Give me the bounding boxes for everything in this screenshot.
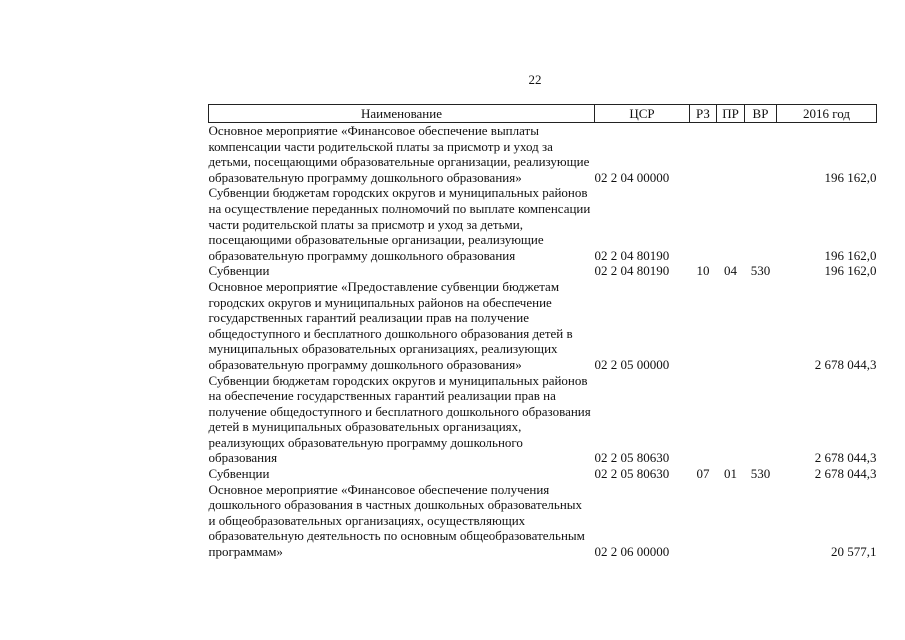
header-rz: РЗ <box>690 105 717 123</box>
row-rz: 10 <box>696 263 710 279</box>
header-year: 2016 год <box>777 105 877 123</box>
row-csr: 02 2 04 80190 <box>594 247 670 263</box>
table-row <box>209 123 877 186</box>
row-vr <box>745 185 777 263</box>
row-name: Основное мероприятие «Финансовое обеспечение выплаты компенсации части родительской платы за присмотр и уход за детьми, посещающими образовательные организации, реализующие образовательную программу дошкольного образования» <box>208 123 590 185</box>
table-body <box>209 123 877 560</box>
row-rz: 07 <box>696 466 710 482</box>
row-name: Субвенции <box>208 263 270 279</box>
row-pr <box>717 185 745 263</box>
row-rz <box>690 185 717 263</box>
table-row <box>209 373 877 467</box>
row-rz <box>690 279 717 373</box>
row-amount: 196 162,0 <box>824 263 877 279</box>
row-vr: 530 <box>750 263 771 279</box>
row-pr <box>717 123 745 186</box>
row-pr <box>717 279 745 373</box>
row-amount: 196 162,0 <box>824 247 877 263</box>
row-csr: 02 2 05 00000 <box>594 356 670 372</box>
row-rz <box>690 373 717 467</box>
header-pr: ПР <box>717 105 745 123</box>
table-row <box>209 279 877 373</box>
table-row <box>209 263 877 279</box>
table-row <box>209 482 877 560</box>
row-csr: 02 2 05 80630 <box>594 466 670 482</box>
row-name: Основное мероприятие «Финансовое обеспечение получения дошкольного образования в частных дошкольных образовательных и общеобразовательных организациях, осуществляющих образовательную деятельность по основным общеобразовательным программам» <box>208 481 585 560</box>
row-csr: 02 2 04 80190 <box>594 263 670 279</box>
row-amount: 2 678 044,3 <box>814 466 877 482</box>
row-name: Субвенции <box>208 466 270 482</box>
page-number-text: 22 <box>528 72 542 87</box>
row-csr: 02 2 05 80630 <box>594 450 670 466</box>
header-csr: ЦСР <box>595 105 690 123</box>
row-vr: 530 <box>750 466 771 482</box>
budget-table <box>208 104 877 560</box>
row-vr <box>745 279 777 373</box>
row-pr: 01 <box>724 466 737 482</box>
row-csr: 02 2 06 00000 <box>594 544 670 560</box>
row-amount: 20 577,1 <box>831 544 877 560</box>
row-pr: 04 <box>724 263 737 279</box>
row-name: Субвенции бюджетам городских округов и муниципальных районов на обеспечение государственных гарантий реализации прав на получение общедоступного и бесплатного дошкольного образования детей в муниципальных образовательных организациях, реализующих образовательную программу дошкольного образования <box>208 372 591 466</box>
row-amount: 2 678 044,3 <box>814 356 877 372</box>
header-row <box>209 105 877 123</box>
row-vr <box>745 482 777 560</box>
row-vr <box>745 123 777 186</box>
table-header <box>209 105 877 123</box>
row-amount: 2 678 044,3 <box>814 450 877 466</box>
row-rz <box>690 123 717 186</box>
row-name: Основное мероприятие «Предоставление субвенции бюджетам городских округов и муниципальных районов на обеспечение государственных гарантий реализации прав на получение общедоступного и бесплатного дошкольного образования детей в муниципальных образовательных организациях, реализующих образовательную программу дошкольного образования» <box>208 278 573 372</box>
row-amount: 196 162,0 <box>824 169 877 185</box>
header-name: Наименование <box>209 105 595 123</box>
page-number <box>0 72 905 88</box>
row-vr <box>745 373 777 467</box>
row-name: Субвенции бюджетам городских округов и муниципальных районов на осуществление переданных полномочий по выплате компенсации части родительской платы за присмотр и уход за детьми, посещающими образовательные организации, реализующие образовательную программу дошкольного образования <box>208 185 591 263</box>
row-rz <box>690 482 717 560</box>
table-row <box>209 466 877 482</box>
table-row <box>209 185 877 263</box>
header-vr: ВР <box>745 105 777 123</box>
row-pr <box>717 482 745 560</box>
row-csr: 02 2 04 00000 <box>594 169 670 185</box>
row-pr <box>717 373 745 467</box>
